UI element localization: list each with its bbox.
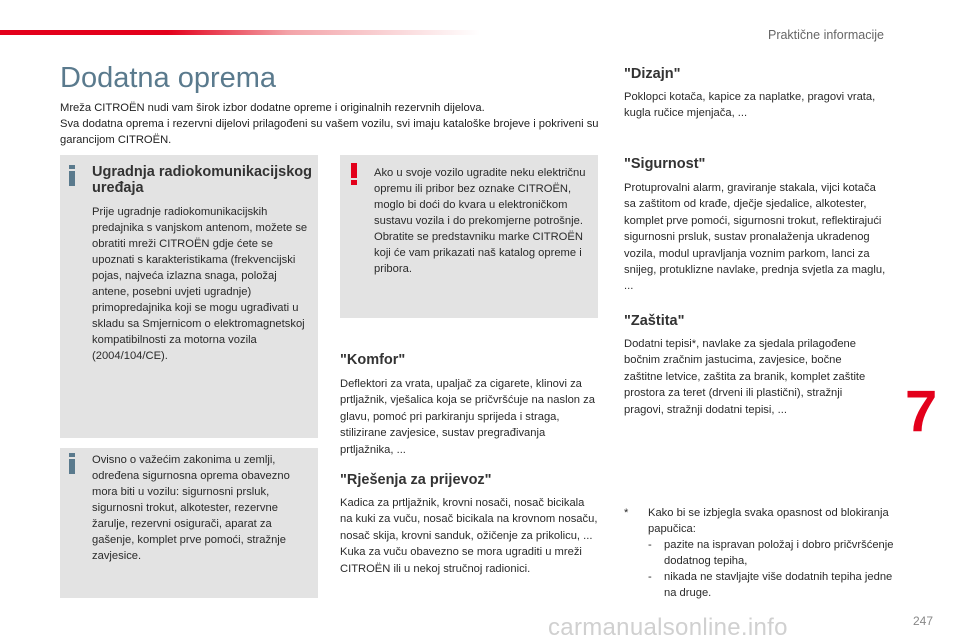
section-text-komfor: Deflektori za vrata, upaljač za cigarete, klinovi za prtljažnik, vješalica koja se pričvršćuje na naslon za glavu, pomoć pri parkiranju sprijeda i straga, stilizirane zavjesice, sustav pregrađivanja prtljažnika, ...	[340, 378, 595, 456]
section-title-zastita: "Zaštita"	[624, 313, 685, 329]
info-box2-text: Ovisno o važećim zakonima u zemlji, određena sigurnosna oprema obavezno mora biti u vozilu: sigurnosni prsluk, sigurnosni trokut, alkotester, rezervne žarulje, rezervni osigurači, aparat za gašenje, komplet prve pomoći, stražnje zavjesice.	[92, 454, 290, 562]
footnote-bullet-text: pazite na ispravan položaj i dobro pričvršćenje dodatnog tepiha,	[664, 539, 894, 567]
page-number: 247	[913, 614, 934, 628]
bullet-dash: -	[648, 571, 652, 583]
footnote-marker: *	[624, 507, 629, 519]
bullet-dash: -	[648, 539, 652, 551]
intro-paragraph-1: Mreža CITROËN nudi vam širok izbor dodatne opreme i originalnih rezervnih dijelova.	[60, 102, 485, 114]
intro-paragraph-2: Sva dodatna oprema i rezervni dijelovi prilagođeni su vašem vozilu, svi imaju kataloške brojeve i pokriveni su garancijom CITROËN.	[60, 118, 599, 146]
section-text-zastita: Dodatni tepisi*, navlake za sjedala prilagođene bočnim zračnim jastucima, zavjesice, bočne zaštitne letvice, zaštita za branik, komplet zaštite prostora za teret (drveni ili plastični), stražnji pragovi, stražnji dodatni tepisi, ...	[624, 338, 866, 416]
header-red-bar	[0, 30, 480, 35]
section-text-sigurnost: Protuprovalni alarm, graviranje stakala, vijci kotača sa zaštitom od krađe, dječje sjedalice, alkotester, komplet prve pomoći, sigurnosni trokut, reflektirajući sigurnosni prsluk, sustav pronalaženja ukradenog vozila, modul upravljanja voznim parkom, lanci za snijeg, protuklizne navlake, prednja svjetla za maglu, ...	[624, 182, 886, 293]
section-title-rjesenja: "Rješenja za prijevoz"	[340, 472, 492, 488]
chapter-number: 7	[905, 379, 938, 444]
section-title-komfor: "Komfor"	[340, 352, 406, 368]
section-text-dizajn: Poklopci kotača, kapice za naplatke, pragovi vrata, kugla ručice mjenjača, ...	[624, 91, 876, 120]
info-icon-2	[66, 453, 78, 475]
footnote-text: Kako bi se izbjegla svaka opasnost od blokiranja papučica:	[648, 507, 889, 535]
footnote-bullet	[624, 569, 894, 601]
warning-box-text: Ako u svoje vozilo ugradite neku električnu opremu ili pribor bez oznake CITROËN, moglo bi doći do kvara u elektroničkom sustavu vozila i do prekomjerne potrošnje. Obratite se predstavniku marke CITROËN koji će vam prikazati naš katalog opreme i pribora.	[374, 167, 586, 275]
page-title: Dodatna oprema	[60, 62, 277, 94]
footnote-bullet-text: nikada ne stavljajte više dodatnih tepiha jedne na druge.	[664, 571, 893, 599]
section-title-dizajn: "Dizajn"	[624, 66, 681, 82]
watermark: carmanualsonline.info	[548, 614, 788, 641]
info-box-heading: Ugradnja radiokomunikacijskog uređaja	[92, 164, 312, 196]
warning-icon	[348, 163, 360, 187]
footnote	[624, 505, 894, 601]
section-title-sigurnost: "Sigurnost"	[624, 156, 706, 172]
intro-text	[60, 100, 600, 148]
footnote-bullet	[624, 537, 894, 569]
section-text-rjesenja: Kadica za prtljažnik, krovni nosači, nosač bicikala na kuki za vuču, nosač bicikala na krovnom nosaču, nosač skija, krovni sanduk, ožičenje za prikolicu, ... Kuka za vuču obavezno se mora ugraditi u mreži CITROËN ili u nekoj stručnoj radionici.	[340, 497, 598, 575]
box-divider	[60, 438, 318, 448]
info-box-text: Prije ugradnje radiokomunikacijskih predajnika s vanjskom antenom, možete se obratiti mreži CITROËN gdje ćete se upoznati s karakteristikama (frekvencijski pojas, najveća izlazna snaga, položaj antene, posebni uvjeti ugradnje) primopredajnika koji se mogu ugrađivati u skladu sa Smjernicom o elektromagnetskoj kompatibilnosti za motorna vozila (2004/104/CE).	[92, 206, 308, 362]
info-icon	[66, 165, 78, 187]
header-section-title: Praktične informacije	[767, 28, 884, 42]
